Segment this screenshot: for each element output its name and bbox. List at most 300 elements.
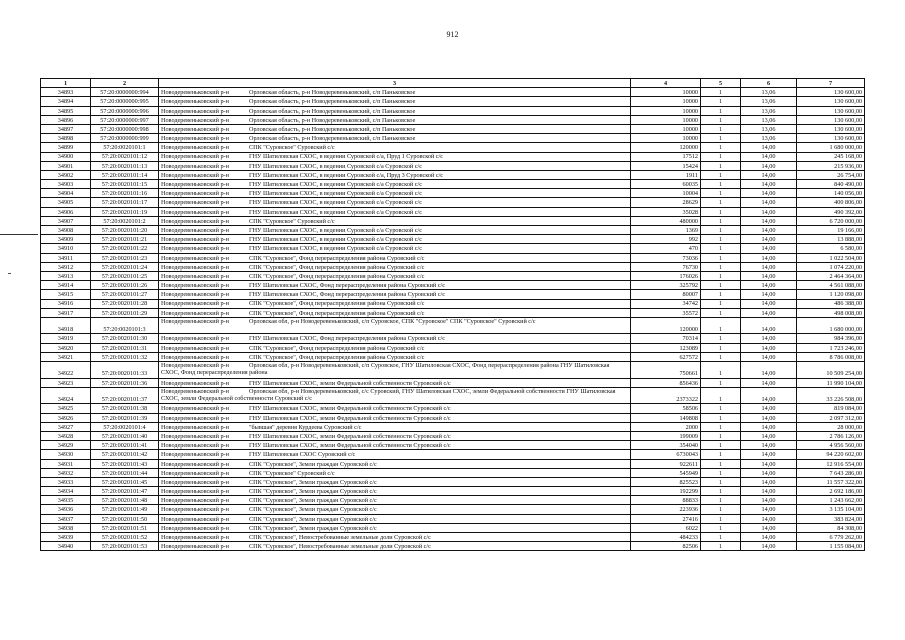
total-value-cell: 245 168,00	[797, 152, 865, 161]
header-cell: 7	[797, 79, 865, 88]
quantity-cell: 1	[701, 281, 741, 290]
cadastral-number-cell: 57:20:0020101:29	[91, 308, 159, 317]
cadastral-number-cell: 57:20:0020101:27	[91, 290, 159, 299]
row-number-cell: 34928	[41, 431, 91, 440]
row-number-cell: 34916	[41, 299, 91, 308]
header-row	[41, 79, 865, 88]
table-row	[41, 299, 865, 308]
total-value-cell: 1 074 220,00	[797, 262, 865, 271]
quantity-cell: 1	[701, 189, 741, 198]
location-text: СПК "Суровское" Суровский с/с	[249, 144, 335, 152]
district-text: Новодеревеньковский р-н	[161, 144, 229, 152]
quantity-cell: 1	[701, 441, 741, 450]
area-cell: 1911	[631, 170, 701, 179]
location-text: СПК "Суровское", Земли граждан Суровской с/с	[249, 488, 377, 496]
cadastral-number-cell: 57:20:0020101:38	[91, 404, 159, 413]
location-cell	[159, 487, 631, 496]
location-cell	[159, 422, 631, 431]
total-value-cell: 819 084,00	[797, 404, 865, 413]
area-cell: 354040	[631, 441, 701, 450]
cadastral-number-cell: 57:20:0020101:39	[91, 413, 159, 422]
price-cell: 13,06	[741, 115, 797, 124]
location-cell	[159, 505, 631, 514]
area-cell: 480000	[631, 216, 701, 225]
table-row	[41, 413, 865, 422]
row-number-cell: 34908	[41, 226, 91, 235]
price-cell: 14,00	[741, 352, 797, 361]
total-value-cell: 1 243 662,00	[797, 496, 865, 505]
total-value-cell: 490 392,00	[797, 207, 865, 216]
district-text: Новодеревеньковский р-н	[161, 353, 229, 361]
table-row	[41, 235, 865, 244]
table-row	[41, 487, 865, 496]
total-value-cell: 130 600,00	[797, 88, 865, 97]
total-value-cell: 215 936,00	[797, 161, 865, 170]
location-text: СПК "Суровское" Суровский с/с	[249, 469, 335, 477]
district-text: Новодеревеньковский р-н	[161, 543, 229, 551]
location-text: Орловская область, р-н Новодеревеньковский, с/п Паньковское	[249, 107, 416, 115]
area-cell: 10000	[631, 124, 701, 133]
location-text: СПК "Суровское", Земли граждан Суровской с/с	[249, 524, 377, 532]
location-cell	[159, 352, 631, 361]
total-value-cell: 4 561 088,00	[797, 281, 865, 290]
row-number-cell: 34920	[41, 343, 91, 352]
location-text: Орловская область, р-н Новодеревеньковский, с/п Паньковское	[249, 116, 416, 124]
district-text: Новодеревеньковский р-н	[161, 107, 229, 115]
district-text: Новодеревеньковский р-н	[161, 524, 229, 532]
location-text: ГНУ Шатиловская СХОС, в ведении Суровской с/а, Пруд 3 Суровской с/с	[249, 171, 444, 179]
cadastral-number-cell: 57:20:0020101:13	[91, 161, 159, 170]
district-text: Новодеревеньковский р-н	[161, 236, 229, 244]
district-text: Новодеревеньковский р-н	[161, 335, 229, 343]
quantity-cell: 1	[701, 317, 741, 334]
price-cell: 14,00	[741, 459, 797, 468]
table-row	[41, 198, 865, 207]
price-cell: 14,00	[741, 152, 797, 161]
table-row	[41, 308, 865, 317]
area-cell: 35028	[631, 207, 701, 216]
price-cell: 14,00	[741, 180, 797, 189]
area-cell: 27416	[631, 514, 701, 523]
location-text: СПК "Суровское", Фонд перераспределения района Суровский с/с	[249, 254, 425, 262]
district-text: Новодеревеньковский р-н	[161, 405, 229, 413]
row-number-cell: 34913	[41, 271, 91, 280]
location-cell	[159, 271, 631, 280]
cadastral-number-cell: 57:20:0000000:996	[91, 106, 159, 115]
header-cell: 4	[631, 79, 701, 88]
location-text: СПК "Суровское", Невостребованные земельные доли Суровской с/с	[249, 534, 431, 542]
total-value-cell: 6 580,00	[797, 244, 865, 253]
row-number-cell: 34921	[41, 352, 91, 361]
quantity-cell: 1	[701, 226, 741, 235]
area-cell: 82506	[631, 542, 701, 551]
row-number-cell: 34897	[41, 124, 91, 133]
table-row	[41, 207, 865, 216]
price-cell: 14,00	[741, 334, 797, 343]
location-cell	[159, 404, 631, 413]
area-cell: 2373322	[631, 387, 701, 404]
quantity-cell: 1	[701, 97, 741, 106]
row-number-cell: 34937	[41, 514, 91, 523]
location-cell	[159, 97, 631, 106]
location-cell	[159, 542, 631, 551]
table-row	[41, 450, 865, 459]
area-cell: 80007	[631, 290, 701, 299]
location-text: СПК "Суровское", Фонд перераспределения района Суровский с/с	[249, 344, 425, 352]
location-cell	[159, 262, 631, 271]
cadastral-number-cell: 57:20:0020101:42	[91, 450, 159, 459]
row-number-cell: 34903	[41, 180, 91, 189]
location-text: ГНУ Шатиловская СХОС, Фонд перераспределения района Суровский с/с	[249, 282, 445, 290]
quantity-cell: 1	[701, 362, 741, 379]
price-cell: 14,00	[741, 477, 797, 486]
price-cell: 14,00	[741, 496, 797, 505]
price-cell: 14,00	[741, 308, 797, 317]
total-value-cell: 2 464 364,00	[797, 271, 865, 280]
quantity-cell: 1	[701, 115, 741, 124]
quantity-cell: 1	[701, 235, 741, 244]
location-cell	[159, 281, 631, 290]
location-text: Орловская область, р-н Новодеревеньковский, с/п Паньковское	[249, 89, 416, 97]
location-cell	[159, 106, 631, 115]
area-cell: 149808	[631, 413, 701, 422]
location-text: ГНУ Шатиловская СХОС, земли Федеральной собственности Суровский с/с	[249, 442, 451, 450]
district-text: Новодеревеньковский р-н	[161, 317, 229, 325]
location-cell	[159, 161, 631, 170]
area-cell: 484233	[631, 533, 701, 542]
margin-mark	[0, 234, 38, 235]
district-text: Новодеревеньковский р-н	[161, 534, 229, 542]
row-number-cell: 34925	[41, 404, 91, 413]
total-value-cell: 4 956 560,00	[797, 441, 865, 450]
location-text: Орловская область, р-н Новодеревеньковский, с/п Паньковское	[249, 98, 416, 106]
total-value-cell: 1 723 246,00	[797, 343, 865, 352]
district-text: Новодеревеньковский р-н	[161, 263, 229, 271]
location-text: СПК "Суровское" Суровский с/с	[249, 217, 335, 225]
price-cell: 13,06	[741, 106, 797, 115]
quantity-cell: 1	[701, 180, 741, 189]
quantity-cell: 1	[701, 262, 741, 271]
row-number-cell: 34939	[41, 533, 91, 542]
table-row	[41, 387, 865, 404]
cadastral-number-cell: 57:20:0000000:995	[91, 97, 159, 106]
cadastral-number-cell: 57:20:0020101:23	[91, 253, 159, 262]
price-cell: 14,00	[741, 362, 797, 379]
district-text: Новодеревеньковский р-н	[161, 379, 229, 387]
location-cell	[159, 343, 631, 352]
quantity-cell: 1	[701, 422, 741, 431]
price-cell: 14,00	[741, 450, 797, 459]
quantity-cell: 1	[701, 505, 741, 514]
table-row	[41, 115, 865, 124]
table-row	[41, 362, 865, 379]
location-cell	[159, 143, 631, 152]
district-text: Новодеревеньковский р-н	[161, 89, 229, 97]
row-number-cell: 34932	[41, 468, 91, 477]
district-text: Новодеревеньковский р-н	[161, 116, 229, 124]
cadastral-number-cell: 57:20:0020101:19	[91, 207, 159, 216]
row-number-cell: 34915	[41, 290, 91, 299]
cadastral-number-cell: 57:20:0020101:53	[91, 542, 159, 551]
area-cell: 15424	[631, 161, 701, 170]
location-cell	[159, 88, 631, 97]
row-number-cell: 34940	[41, 542, 91, 551]
district-text: Новодеревеньковский р-н	[161, 515, 229, 523]
area-cell: 627572	[631, 352, 701, 361]
quantity-cell: 1	[701, 198, 741, 207]
area-cell: 199009	[631, 431, 701, 440]
district-text: Новодеревеньковский р-н	[161, 469, 229, 477]
quantity-cell: 1	[701, 459, 741, 468]
location-cell	[159, 387, 631, 404]
quantity-cell: 1	[701, 152, 741, 161]
row-number-cell: 34927	[41, 422, 91, 431]
quantity-cell: 1	[701, 533, 741, 542]
total-value-cell: 84 308,00	[797, 523, 865, 532]
area-cell: 58506	[631, 404, 701, 413]
total-value-cell: 13 888,00	[797, 235, 865, 244]
row-number-cell: 34926	[41, 413, 91, 422]
area-cell: 28629	[631, 198, 701, 207]
location-cell	[159, 189, 631, 198]
price-cell: 13,06	[741, 134, 797, 143]
price-cell: 13,06	[741, 124, 797, 133]
row-number-cell: 34894	[41, 97, 91, 106]
price-cell: 14,00	[741, 281, 797, 290]
location-cell	[159, 362, 631, 379]
district-text: Новодеревеньковский р-н	[161, 98, 229, 106]
table-row	[41, 431, 865, 440]
area-cell: 750661	[631, 362, 701, 379]
cadastral-number-cell: 57:20:0020101:47	[91, 487, 159, 496]
location-text: Орловская обл, р-н Новодеревеньковский, с/с Суровский, ГНУ Шатиловская СХОС, земли Федеральной собственности ГНУ Шатиловская СХОС, земли Федеральной собственности Суровский с/с	[161, 387, 616, 402]
row-number-cell: 34902	[41, 170, 91, 179]
quantity-cell: 1	[701, 143, 741, 152]
cadastral-number-cell: 57:20:0020101:51	[91, 523, 159, 532]
row-number-cell: 34930	[41, 450, 91, 459]
location-text: СПК "Суровское", Фонд перераспределения района Суровский с/с	[249, 300, 425, 308]
row-number-cell: 34893	[41, 88, 91, 97]
total-value-cell: 1 120 098,00	[797, 290, 865, 299]
cadastral-number-cell: 57:20:0020101:24	[91, 262, 159, 271]
table-row	[41, 88, 865, 97]
location-text: ГНУ Шатиловская СХОС, Фонд перераспределения района Суровский с/с	[249, 335, 445, 343]
location-cell	[159, 514, 631, 523]
district-text: Новодеревеньковский р-н	[161, 282, 229, 290]
location-text: СПК "Суровское", Фонд перераспределения района Суровский с/с	[249, 353, 425, 361]
table-row	[41, 189, 865, 198]
row-number-cell: 34924	[41, 387, 91, 404]
total-value-cell: 130 600,00	[797, 106, 865, 115]
area-cell: 10000	[631, 134, 701, 143]
table-row	[41, 441, 865, 450]
district-text: Новодеревеньковский р-н	[161, 488, 229, 496]
district-text: Новодеревеньковский р-н	[161, 153, 229, 161]
row-number-cell: 34936	[41, 505, 91, 514]
quantity-cell: 1	[701, 468, 741, 477]
quantity-cell: 1	[701, 170, 741, 179]
table-row	[41, 152, 865, 161]
table-row	[41, 496, 865, 505]
cadastral-number-cell: 57:20:0020101:36	[91, 378, 159, 387]
district-text: Новодеревеньковский р-н	[161, 300, 229, 308]
total-value-cell: 94 220 602,00	[797, 450, 865, 459]
quantity-cell: 1	[701, 88, 741, 97]
price-cell: 14,00	[741, 216, 797, 225]
table-row	[41, 161, 865, 170]
price-cell: 14,00	[741, 404, 797, 413]
table-row	[41, 281, 865, 290]
location-text: ГНУ Шатиловская СХОС, в ведении Суровской с/а Суровской с/с	[249, 236, 422, 244]
price-cell: 14,00	[741, 244, 797, 253]
table-row	[41, 477, 865, 486]
location-cell	[159, 496, 631, 505]
quantity-cell: 1	[701, 431, 741, 440]
location-cell	[159, 533, 631, 542]
total-value-cell: 3 135 104,00	[797, 505, 865, 514]
cadastral-number-cell: 57:20:0020101:2	[91, 216, 159, 225]
cadastral-number-cell: 57:20:0020101:32	[91, 352, 159, 361]
quantity-cell: 1	[701, 496, 741, 505]
total-value-cell: 1 680 000,00	[797, 317, 865, 334]
area-cell: 1369	[631, 226, 701, 235]
table-row	[41, 523, 865, 532]
location-text: СПК "Суровское", Земли граждан Суровской с/с	[249, 515, 377, 523]
quantity-cell: 1	[701, 161, 741, 170]
area-cell: 10000	[631, 88, 701, 97]
row-number-cell: 34914	[41, 281, 91, 290]
table-row	[41, 422, 865, 431]
area-cell: 325792	[631, 281, 701, 290]
cadastral-number-cell: 57:20:0020101:50	[91, 514, 159, 523]
cadastral-number-cell: 57:20:0020101:14	[91, 170, 159, 179]
total-value-cell: 984 396,00	[797, 334, 865, 343]
district-text: Новодеревеньковский р-н	[161, 387, 229, 395]
quantity-cell: 1	[701, 378, 741, 387]
location-text: СПК "Суровское", Земли граждан Суровской с/с	[249, 460, 377, 468]
location-cell	[159, 216, 631, 225]
location-cell	[159, 253, 631, 262]
location-cell	[159, 290, 631, 299]
row-number-cell: 34900	[41, 152, 91, 161]
location-text: СПК "Суровское", Земли граждан Суровской с/с	[249, 506, 377, 514]
row-number-cell: 34895	[41, 106, 91, 115]
district-text: Новодеревеньковский р-н	[161, 272, 229, 280]
area-cell: 120000	[631, 143, 701, 152]
district-text: Новодеревеньковский р-н	[161, 217, 229, 225]
price-cell: 14,00	[741, 505, 797, 514]
location-cell	[159, 450, 631, 459]
location-cell	[159, 244, 631, 253]
location-text: Орловская обл, р-н Новодеревеньковский, с/п Суровское, СПК "Суровское" СПК "Суровское" Суровский с/с	[249, 317, 536, 325]
price-cell: 14,00	[741, 441, 797, 450]
location-text: СПК "Суровское", Земли граждан Суровской с/с	[249, 478, 377, 486]
header-cell: 2	[91, 79, 159, 88]
total-value-cell: 1 680 000,00	[797, 143, 865, 152]
district-text: Новодеревеньковский р-н	[161, 451, 229, 459]
total-value-cell: 33 226 508,00	[797, 387, 865, 404]
cadastral-number-cell: 57:20:0020101:15	[91, 180, 159, 189]
row-number-cell: 34901	[41, 161, 91, 170]
table-row	[41, 134, 865, 143]
row-number-cell: 34917	[41, 308, 91, 317]
cadastral-number-cell: 57:20:0020101:28	[91, 299, 159, 308]
quantity-cell: 1	[701, 450, 741, 459]
total-value-cell: 8 786 008,00	[797, 352, 865, 361]
quantity-cell: 1	[701, 134, 741, 143]
price-cell: 13,06	[741, 88, 797, 97]
location-cell	[159, 124, 631, 133]
quantity-cell: 1	[701, 523, 741, 532]
cadastral-number-cell: 57:20:0020101:49	[91, 505, 159, 514]
table-row	[41, 404, 865, 413]
total-value-cell: 1 155 084,00	[797, 542, 865, 551]
district-text: Новодеревеньковский р-н	[161, 226, 229, 234]
quantity-cell: 1	[701, 244, 741, 253]
cadastral-number-cell: 57:20:0020101:30	[91, 334, 159, 343]
price-cell: 14,00	[741, 226, 797, 235]
table-row	[41, 505, 865, 514]
total-value-cell: 130 600,00	[797, 134, 865, 143]
location-cell	[159, 115, 631, 124]
location-text: ГНУ Шатиловская СХОС, в ведении Суровской с/а Суровской с/с	[249, 226, 422, 234]
cadastral-number-cell: 57:20:0020101:25	[91, 271, 159, 280]
cadastral-number-cell: 57:20:0020101:4	[91, 422, 159, 431]
quantity-cell: 1	[701, 387, 741, 404]
location-text: Орловская область, р-н Новодеревеньковский, с/п Паньковское	[249, 135, 416, 143]
row-number-cell: 34905	[41, 198, 91, 207]
area-cell: 88833	[631, 496, 701, 505]
cadastral-number-cell: 57:20:0000000:999	[91, 134, 159, 143]
district-text: Новодеревеньковский р-н	[161, 362, 229, 370]
location-cell	[159, 468, 631, 477]
district-text: Новодеревеньковский р-н	[161, 181, 229, 189]
row-number-cell: 34929	[41, 441, 91, 450]
area-cell: 73036	[631, 253, 701, 262]
cadastral-number-cell: 57:20:0020101:44	[91, 468, 159, 477]
location-cell	[159, 477, 631, 486]
district-text: Новодеревеньковский р-н	[161, 478, 229, 486]
area-cell: 60035	[631, 180, 701, 189]
total-value-cell: 28 000,00	[797, 422, 865, 431]
cadastral-number-cell: 57:20:0020101:17	[91, 198, 159, 207]
total-value-cell: 6 779 262,00	[797, 533, 865, 542]
location-cell	[159, 152, 631, 161]
cadastral-number-cell: 57:20:0000000:994	[91, 88, 159, 97]
row-number-cell: 34931	[41, 459, 91, 468]
district-text: Новодеревеньковский р-н	[161, 414, 229, 422]
quantity-cell: 1	[701, 477, 741, 486]
area-cell: 34742	[631, 299, 701, 308]
table-row	[41, 244, 865, 253]
table-row	[41, 352, 865, 361]
cadastral-number-cell: 57:20:0020101:33	[91, 362, 159, 379]
price-cell: 14,00	[741, 413, 797, 422]
district-text: Новодеревеньковский р-н	[161, 171, 229, 179]
price-cell: 14,00	[741, 387, 797, 404]
price-cell: 14,00	[741, 514, 797, 523]
location-text: ГНУ Шатиловская СХОС, земли Федеральной собственности Суровский с/с	[249, 432, 451, 440]
location-text: Орловская область, р-н Новодеревеньковский, с/п Паньковское	[249, 125, 416, 133]
table-row	[41, 271, 865, 280]
header-cell: 6	[741, 79, 797, 88]
area-cell: 17512	[631, 152, 701, 161]
area-cell: 856436	[631, 378, 701, 387]
margin-tick	[8, 273, 11, 274]
location-text: СПК "Суровское", Фонд перераспределения района Суровский с/с	[249, 263, 425, 271]
cadastral-number-cell: 57:20:0020101:52	[91, 533, 159, 542]
cadastral-number-cell: 57:20:0020101:26	[91, 281, 159, 290]
